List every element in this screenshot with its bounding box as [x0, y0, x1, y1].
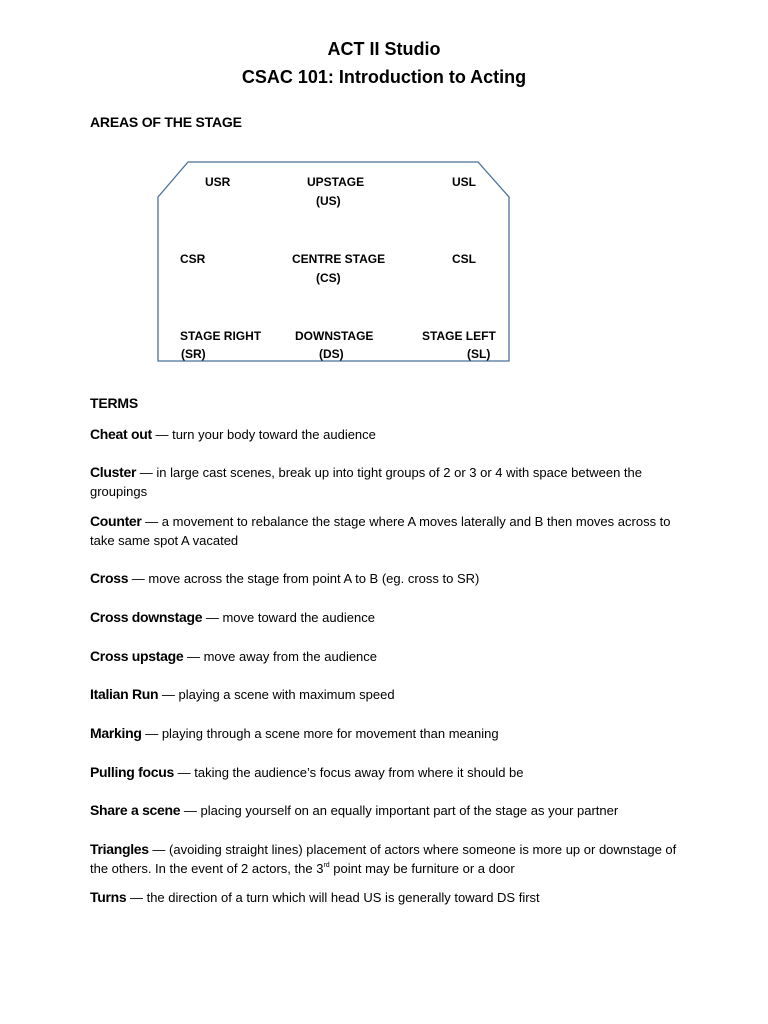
term-dash: — — [141, 726, 162, 741]
term-name: Cluster — [90, 464, 137, 480]
term-item — [90, 425, 690, 444]
studio-title: ACT II Studio — [327, 39, 441, 59]
term-dash: — — [148, 842, 170, 857]
term-definition: move across the stage from point A to B (eg. cross to SR) — [148, 571, 480, 586]
term-item — [90, 888, 690, 907]
term-item — [90, 724, 690, 743]
term-name: Cheat out — [90, 426, 152, 442]
terms-heading: TERMS — [90, 395, 139, 411]
term-definition: move away from the audience — [203, 649, 378, 664]
term-name: Share a scene — [90, 802, 181, 818]
term-item — [90, 685, 690, 704]
term-name: Italian Run — [90, 686, 159, 702]
area-sr-abbr: (SR) — [181, 347, 206, 361]
area-ds-abbr: (DS) — [319, 347, 344, 361]
term-dash: — — [174, 765, 195, 780]
term-definition: move toward the audience — [222, 610, 375, 625]
term-name: Cross — [90, 570, 129, 586]
stage-outline — [157, 161, 510, 362]
term-item — [90, 512, 690, 550]
term-definition: playing through a scene more for movement than meaning — [161, 726, 499, 741]
term-item — [90, 463, 690, 501]
term-item — [90, 840, 690, 878]
term-dash: — — [128, 571, 149, 586]
stage-areas-heading: AREAS OF THE STAGE — [90, 114, 242, 130]
term-name: Pulling focus — [90, 764, 174, 780]
term-name: Cross downstage — [90, 609, 203, 625]
term-definition: in large cast scenes, break up into tight groups of 2 or 3 or 4 with space between the groupings — [90, 465, 642, 499]
term-dash: — — [151, 427, 173, 442]
area-downstage: DOWNSTAGE — [295, 329, 374, 343]
area-centre-stage: CENTRE STAGE — [292, 252, 386, 266]
term-dash: — — [136, 465, 157, 480]
term-name: Cross upstage — [90, 648, 184, 664]
area-stage-left: STAGE LEFT — [422, 329, 496, 343]
term-definition: placing yourself on an equally important part of the stage as your partner — [200, 803, 619, 818]
course-title: CSAC 101: Introduction to Acting — [241, 67, 527, 87]
area-sl-abbr: (SL) — [467, 347, 491, 361]
area-csl: CSL — [452, 252, 476, 266]
term-dash: — — [126, 890, 147, 905]
term-item — [90, 801, 690, 820]
term-dash: — — [141, 514, 162, 529]
term-item — [90, 569, 690, 588]
term-name: Turns — [90, 889, 127, 905]
term-dash: — — [180, 803, 201, 818]
area-csr: CSR — [180, 252, 206, 266]
term-definition: turn your body toward the audience — [172, 427, 376, 442]
term-definition: (avoiding straight lines) placement of actors where someone is more up or downstage of the others. In the event of 2 actors, the 3 — [90, 842, 677, 876]
term-definition: a movement to rebalance the stage where A moves laterally and B then moves across to take same spot A vacated — [90, 514, 671, 548]
area-stage-right: STAGE RIGHT — [180, 329, 262, 343]
term-dash: — — [158, 687, 179, 702]
term-dash: — — [183, 649, 204, 664]
term-definition: the direction of a turn which will head US is generally toward DS first — [146, 890, 540, 905]
area-us-abbr: (US) — [316, 194, 341, 208]
term-definition-continued: point may be furniture or a door — [329, 861, 515, 876]
area-usr: USR — [205, 175, 231, 189]
area-upstage: UPSTAGE — [307, 175, 365, 189]
area-cs-abbr: (CS) — [316, 271, 341, 285]
term-definition: taking the audience’s focus away from where it should be — [194, 765, 524, 780]
term-item — [90, 608, 690, 627]
term-item — [90, 647, 690, 666]
term-name: Counter — [90, 513, 142, 529]
term-name: Marking — [90, 725, 142, 741]
term-dash: — — [202, 610, 223, 625]
term-superscript: rd — [323, 862, 330, 869]
term-name: Triangles — [90, 841, 149, 857]
term-definition: playing a scene with maximum speed — [178, 687, 395, 702]
area-usl: USL — [452, 175, 476, 189]
term-item — [90, 763, 690, 782]
